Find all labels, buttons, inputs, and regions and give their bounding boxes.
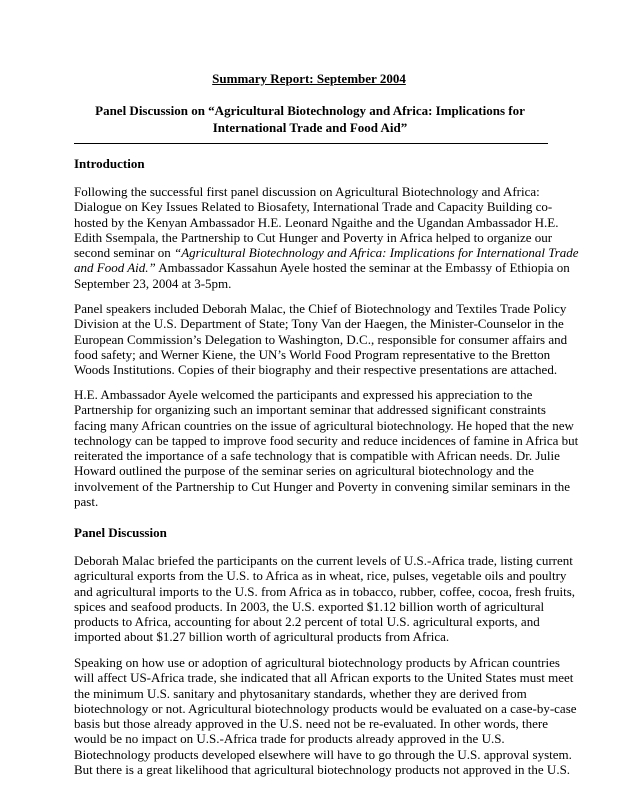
text-line: and agricultural imports to the U.S. from Africa as in tobacco, rubber, coffee, cocoa, fresh fruits,	[74, 583, 576, 599]
introduction-paragraph-1	[74, 184, 579, 291]
text-line: Dialogue on Key Issues Related to Biosafety, International Trade and Capacity Building co-	[74, 199, 553, 215]
text-line: reiterated the importance of a safe technology that is compatible with African needs. Dr. Julie	[74, 448, 560, 464]
text-line: spices and seafood products. In 2003, the U.S. exported $1.12 billion worth of agricultural	[74, 598, 545, 614]
text-line: food safety; and Werner Kiene, the UN’s World Food Program representative to the Bretton	[74, 346, 551, 362]
introduction-paragraph-2	[74, 301, 568, 378]
text-line: September 23, 2004 at 3-5pm.	[74, 275, 232, 291]
text-line: Deborah Malac briefed the participants on the current levels of U.S.-Africa trade, listing current	[74, 553, 573, 568]
text-line	[74, 260, 570, 276]
text-line: Division at the U.S. Department of State; Tony Van der Haegen, the Minister-Counselor in the	[74, 316, 564, 332]
text-line: H.E. Ambassador Ayele welcomed the participants and expressed his appreciation to the	[74, 387, 533, 402]
subtitle-line: International Trade and Food Aid”	[212, 120, 408, 135]
seminar-title-italic: “Agricultural Biotechnology and Africa: Implications for International Trade	[174, 245, 579, 261]
text-line: involvement of the Partnership to Cut Hunger and Poverty in convening similar seminars in the	[74, 478, 571, 494]
text-line: products to Africa, accounting for about 2.2 percent of total U.S. agricultural exports, and	[74, 614, 540, 630]
text-line: would be no impact on U.S.-Africa trade for products already approved in the U.S.	[74, 731, 505, 747]
text-line: past.	[74, 494, 99, 510]
text-line: Howard outlined the purpose of the seminar series on agricultural biotechnology and the	[74, 463, 534, 479]
text-run: second seminar on	[74, 245, 175, 261]
panel-paragraph-1	[74, 553, 576, 645]
text-line: technology can be tapped to improve food security and reduce incidences of famine in Africa but	[74, 432, 579, 448]
text-line: Speaking on how use or adoption of agricultural biotechnology products by African countries	[74, 655, 560, 670]
horizontal-rule	[74, 143, 548, 144]
text-line: biotechnology or not. Agricultural biotechnology products would be evaluated on a case-by-case	[74, 700, 577, 716]
text-line: Biotechnology products developed elsewhere will have to go through the U.S. approval system.	[74, 746, 572, 762]
introduction-paragraph-3	[74, 387, 579, 510]
text-line: facing many African countries on the issue of agricultural biotechnology. He hoped that the new	[74, 417, 574, 433]
text-line: Panel speakers included Deborah Malac, the Chief of Biotechnology and Textiles Trade Policy	[74, 301, 567, 316]
text-line: Following the successful first panel discussion on Agricultural Biotechnology and Africa:	[74, 184, 540, 199]
text-line: basis but those already approved in the U.S. need not be re-evaluated. In other words, there	[74, 716, 548, 732]
text-line: imported about $1.27 billion worth of agricultural products from Africa.	[74, 629, 450, 645]
text-line: hosted by the Kenyan Ambassador H.E. Leonard Ngaithe and the Ugandan Ambassador H.E.	[74, 214, 559, 230]
report-title: Summary Report: September 2004	[212, 71, 406, 86]
seminar-title-italic: and Food Aid.”	[74, 260, 156, 276]
text-run: Ambassador Kassahun Ayele hosted the seminar at the Embassy of Ethiopia on	[155, 260, 570, 276]
panel-discussion-heading: Panel Discussion	[74, 525, 167, 540]
text-line: the minimum U.S. sanitary and phytosanitary standards, whether they are derived from	[74, 685, 527, 701]
text-line: will affect US-Africa trade, she indicated that all African exports to the United States must meet	[74, 670, 574, 686]
text-line: agricultural exports from the U.S. to Africa as in wheat, rice, pulses, vegetable oils and poultry	[74, 568, 567, 584]
introduction-heading: Introduction	[74, 156, 145, 171]
text-line: But there is a great likelihood that agricultural biotechnology products not approved in the U.S.	[74, 762, 571, 778]
text-line: Edith Ssempala, the Partnership to Cut Hunger and Poverty in Africa helped to organize our	[74, 229, 553, 245]
report-subtitle	[60, 102, 560, 136]
panel-paragraph-2	[74, 655, 577, 778]
text-line: Woods Institutions. Copies of their biography and their respective presentations are attached.	[74, 362, 558, 378]
subtitle-line: Panel Discussion on “Agricultural Biotechnology and Africa: Implications for	[95, 103, 525, 118]
text-line: Partnership for organizing such an important seminar that addressed significant constraints	[74, 402, 546, 418]
text-line	[74, 245, 579, 261]
text-line: European Commission’s Delegation to Washington, D.C., responsible for consumer affairs and	[74, 331, 568, 347]
